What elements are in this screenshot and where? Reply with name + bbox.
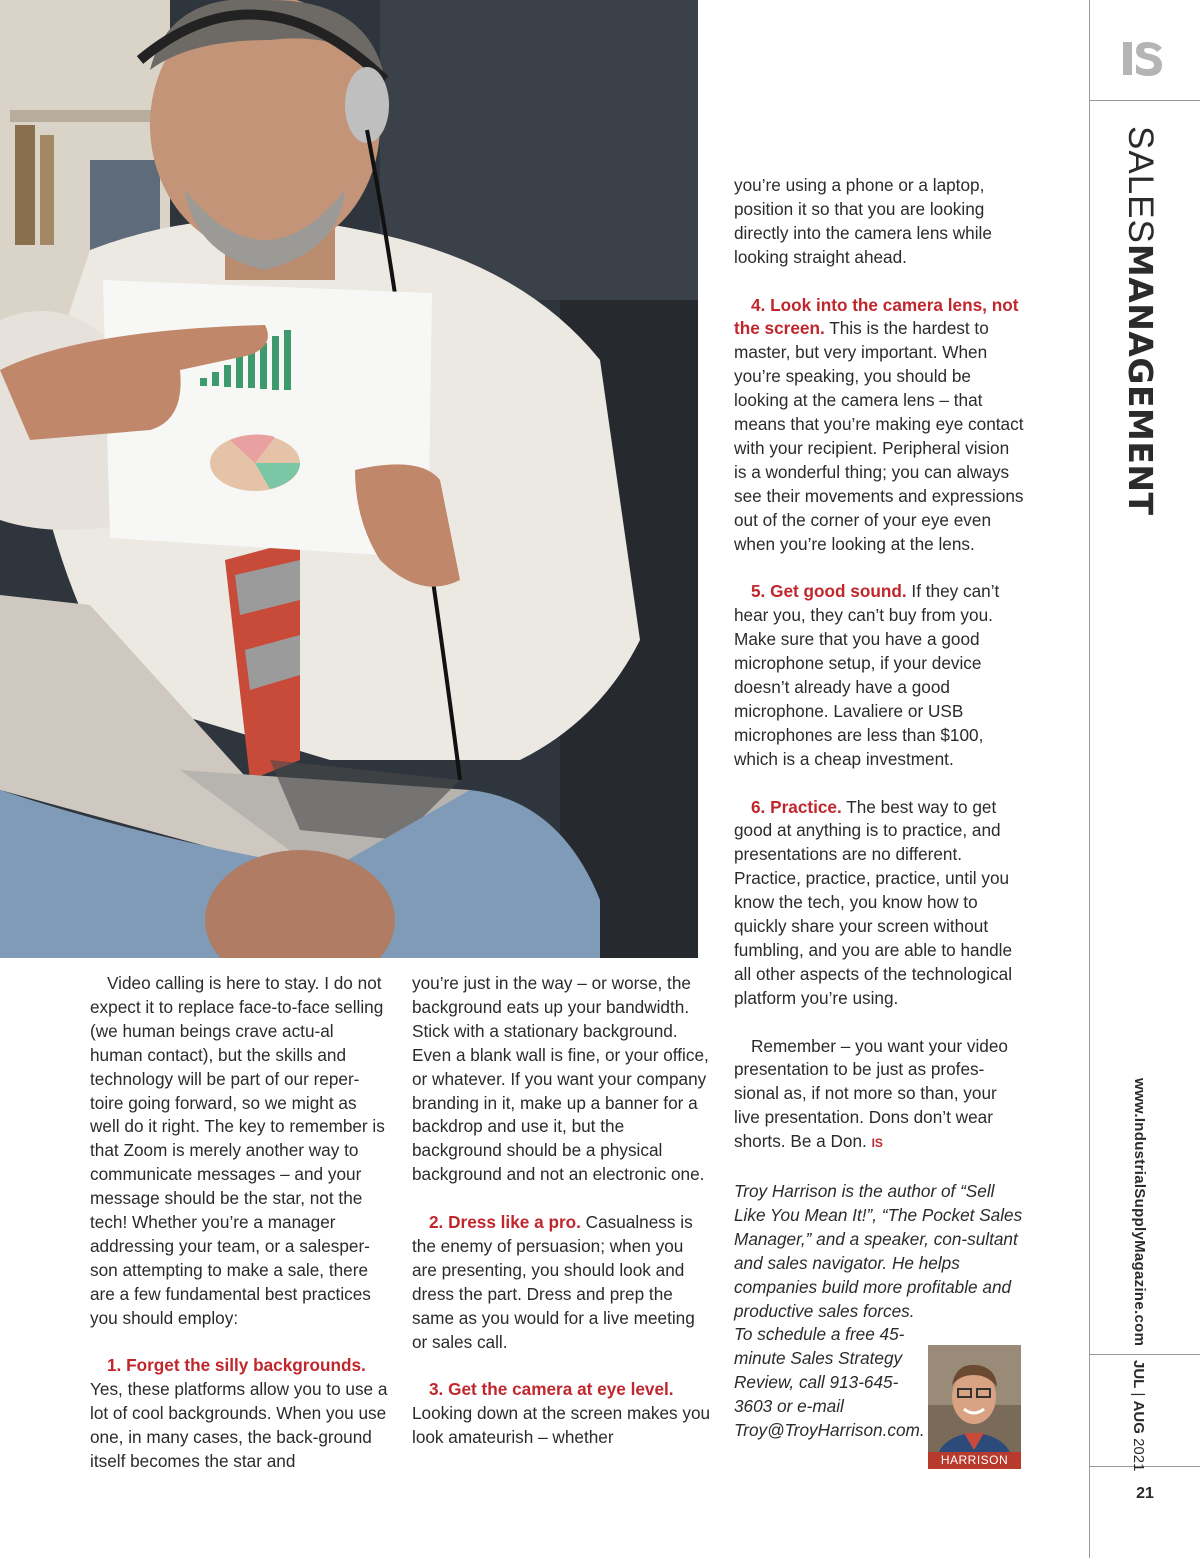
tip-4-text: This is the hardest to master, but very important. When you’re speaking, you should be looking at the camera lens – that means that you’re making eye contact with your recipient. Peripheral vision is a wonderful thing; you can always see their movements and expressions out of the corner of your eye even when you’re looking at the lens. [734,318,1024,554]
section-title [1120,126,1160,516]
issue-date [1130,1360,1147,1471]
article-column-2 [412,972,712,1450]
author-photo-caption: HARRISON [928,1452,1021,1469]
tip-4-paragraph [734,294,1024,557]
issue-year: 2021 [1130,1433,1147,1472]
tip-6-paragraph [734,796,1024,1011]
section-title-light: SALES [1121,126,1160,244]
section-title-bold: MANAGEMENT [1121,243,1160,516]
closing-paragraph [734,1035,1024,1157]
tip-1-title: 1. Forget the silly backgrounds. [107,1355,366,1376]
author-contact: To schedule a free 45-minute Sales Strategy Review, call 913-645-3603 or e-mail Troy@TroyHarrison.com. [734,1324,925,1441]
closing-text: Remember – you want your video presentation to be just as profes-sional as, if not more so than, your live presentation. Dons don’t wear shorts. Be a Don. [734,1035,1008,1152]
article-column-1 [90,972,390,1474]
website-url: www.IndustrialSupplyMagazine.com [1131,1078,1148,1347]
tip-1-continued: you’re just in the way – or worse, the background eats up your bandwidth. Stick with a stationary background. Even a blank wall is fine, or your office, or whatever. If you want your company branding in it, make up a banner for a backdrop and use it, but the background should be a physical background and not an electronic one. [412,973,709,1185]
sidebar-rule-issue [1089,1354,1200,1355]
sidebar-divider [1089,0,1090,1558]
tip-2-text: Casualness is the enemy of persuasion; when you are presenting, you should look and dress the part. Dress and prep the same as you would for a live meeting or sales call. [412,1212,695,1352]
tip-5-title: 5. Get good sound. [751,581,907,602]
tip-6-title: 6. Practice. [751,796,842,817]
tip-2-title: 2. Dress like a pro. [429,1212,581,1233]
article-column-3 [734,174,1024,1443]
author-photo [928,1345,1021,1469]
tip-3-title: 3. Get the camera at eye level. [429,1379,674,1400]
sidebar-rule-top [1089,100,1200,101]
magazine-logo-icon [1121,40,1165,78]
tip-1-text: Yes, these platforms allow you to use a lot of cool backgrounds. When you use one, in many cases, the back-ground itself becomes the star and [90,1379,388,1472]
tip-5-paragraph [734,580,1024,771]
tip-6-text: The best way to get good at anything is to practice, and presentations are no different. Practice, practice, practice, until you know the tech, you know how to quickly share your screen without fumbling, and you are able to handle all other aspects of the technological platform you’re using. [734,796,1013,1008]
issue-separator: | [1130,1388,1147,1401]
tip-5-text: If they can’t hear you, they can’t buy from you. Make sure that you have a good microphone setup, if your device doesn’t already have a good microphone. Lavaliere or USB microphones are less than $100, which is a cheap investment. [734,581,1000,769]
issue-month-a: JUL [1130,1360,1147,1389]
tip-3-heading [412,1378,712,1402]
page-number: 21 [1136,1485,1154,1502]
lead-photo [0,0,698,958]
tip-3-continued: you’re using a phone or a laptop, position it so that you are looking directly into the camera lens while looking straight ahead. [734,175,992,267]
tip-2-paragraph [412,1211,712,1354]
end-mark-icon: IS [871,1136,883,1151]
intro-paragraph: Video calling is here to stay. I do not expect it to replace face-to-face selling (we human beings crave actu-al human contact), but the skills and technology will be part of our reper-toire going forward, so we might as well do it right. The key to remember is that Zoom is merely another way to communicate messages – and your message should be the star, not the tech! Whether you’re a manager addressing your team, or a salesper-son attempting to make a sale, there are a few fundamental best practices you should employ: [90,973,385,1328]
tip-4-title: 4. Look into the camera lens, not the screen. [734,294,1019,339]
tip-1-heading [90,1354,390,1378]
tip-3-text: Looking down at the screen makes you look amateurish – whether [412,1403,711,1448]
author-bio: Troy Harrison is the author of “Sell Like You Mean It!”, “The Pocket Sales Manager,” and a speaker, con-sultant and sales navigator. He helps companies build more profitable and productive sales forces. [734,1180,1023,1321]
issue-month-b: AUG [1130,1400,1147,1434]
